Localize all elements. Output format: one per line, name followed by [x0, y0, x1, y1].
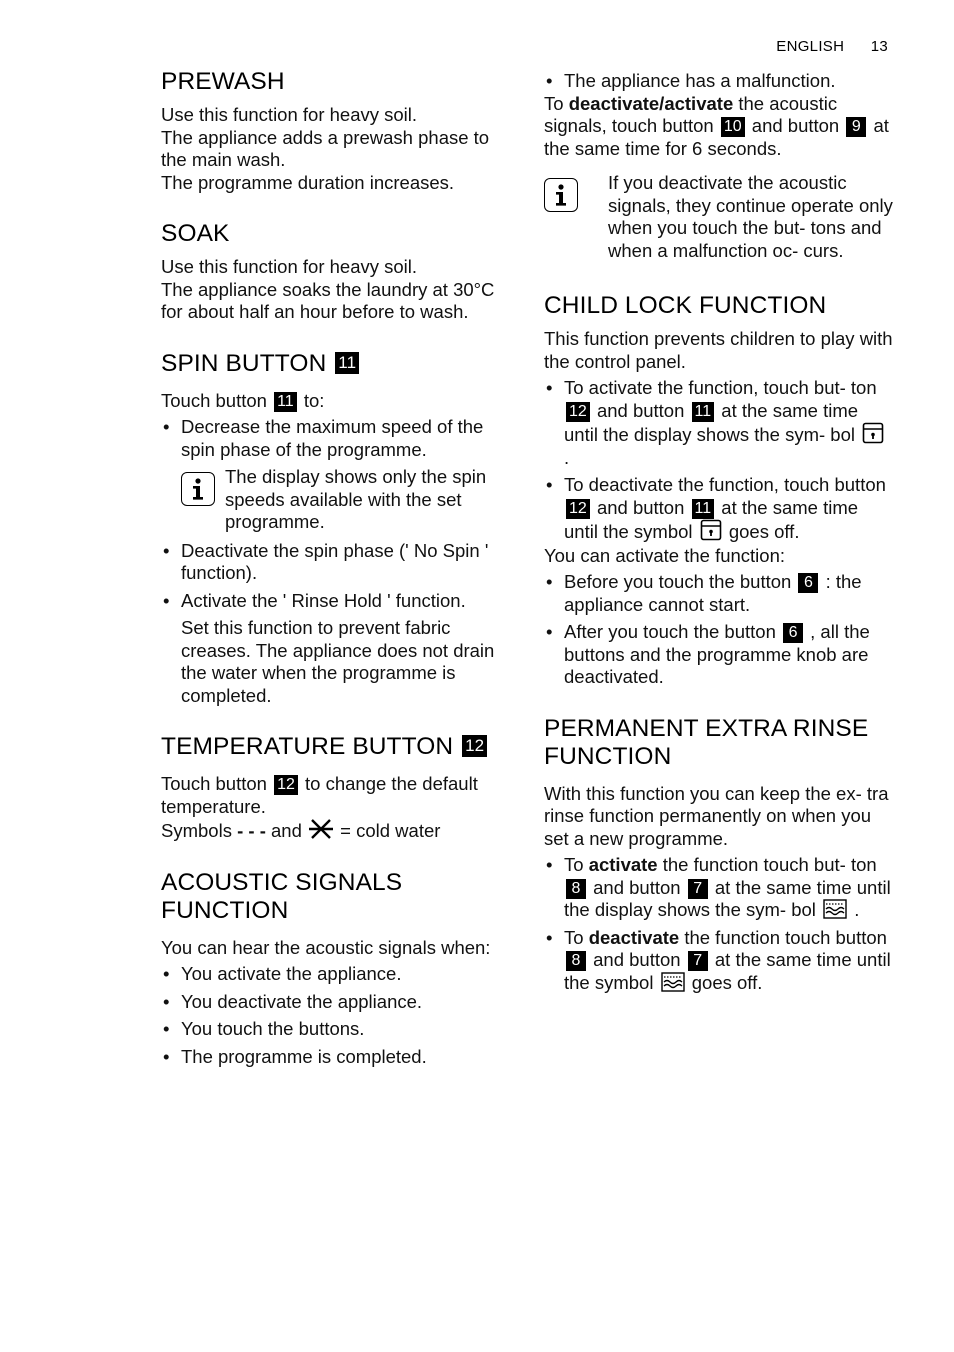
item-text: at the same time until the symbol	[564, 496, 859, 542]
child-lock-icon	[862, 422, 884, 444]
child-lock-title: CHILD LOCK FUNCTION	[544, 292, 827, 319]
prewash-text-1: Use this function for heavy soil.	[161, 104, 418, 125]
item-text: and button	[593, 876, 681, 898]
button-number-badge: 11	[335, 352, 359, 374]
spin-intro-end: to:	[303, 389, 325, 411]
temperature-text-start: Touch button	[161, 773, 267, 794]
deactivate-activate-text: deactivate/activate	[568, 92, 734, 114]
button-number-badge: 12	[566, 499, 590, 519]
symbols-label: Symbols	[161, 820, 232, 841]
acoustic-list-cont	[544, 70, 896, 93]
soak-text-2: The appliance soaks the laundry at 30°C for about half an hour before to wash.	[161, 278, 495, 322]
info-icon	[181, 472, 215, 506]
button-number-badge: 7	[688, 879, 708, 899]
list-item: • Decrease the maximum speed of the spin phase of the programme.	[161, 416, 513, 461]
child-lock-list-2	[544, 571, 896, 689]
button-number-badge: 7	[688, 951, 708, 971]
temperature-title-text: TEMPERATURE BUTTON	[161, 733, 454, 760]
button-number-badge: 10	[721, 117, 745, 137]
item-text: : the appliance cannot start.	[564, 571, 862, 615]
prewash-title: PREWASH	[161, 68, 285, 95]
item-text: Before you touch the button	[564, 571, 792, 592]
acoustic-list	[161, 963, 513, 1068]
item-text: To deactivate the function, touch button	[564, 474, 886, 495]
temperature-title	[161, 733, 513, 761]
info-note	[181, 466, 513, 534]
item-text: To	[564, 926, 584, 948]
button-number-badge: 12	[274, 775, 298, 795]
info-text: If you deactivate the acoustic signals, they continue operate only when you touch the but- tons and when a malfunction oc- curs.	[608, 172, 893, 261]
temperature-section	[161, 733, 513, 843]
extra-rinse-title: PERMANENT EXTRA RINSE FUNCTION	[544, 714, 869, 770]
acoustic-end-text: at the same time for 6 seconds.	[544, 115, 889, 159]
right-column	[544, 68, 896, 1020]
soak-title: SOAK	[161, 220, 230, 247]
button-number-badge: 8	[566, 879, 586, 899]
button-number-badge: 11	[274, 392, 297, 412]
button-number-badge: 6	[798, 573, 818, 593]
item-text: and button	[593, 949, 681, 970]
button-number-badge: 12	[566, 402, 590, 422]
and-button-text: and button	[751, 115, 840, 136]
temperature-text-1	[161, 773, 513, 818]
cold-water-text: = cold water	[340, 820, 441, 841]
prewash-section	[161, 68, 513, 194]
extra-rinse-icon	[661, 972, 685, 992]
button-number-badge: 8	[566, 951, 586, 971]
extra-rinse-icon	[823, 899, 847, 919]
acoustic-section	[161, 869, 513, 1069]
list-item: • You activate the appliance.	[161, 963, 513, 986]
child-lock-icon	[700, 519, 722, 541]
list-item	[544, 927, 896, 995]
extra-rinse-section	[544, 715, 896, 995]
button-number-badge: 6	[783, 623, 803, 643]
snowflake-icon	[309, 818, 333, 840]
info-icon	[544, 178, 578, 212]
button-number-badge: 12	[462, 735, 487, 757]
list-item: • Activate the ' Rinse Hold ' function.	[161, 590, 513, 613]
temperature-text-2	[161, 818, 513, 843]
soak-text-1: Use this function for heavy soil.	[161, 256, 418, 277]
list-item	[544, 377, 896, 469]
spin-list	[161, 416, 513, 461]
prewash-text-2: The appliance adds a prewash phase to the main wash.	[161, 126, 490, 170]
spin-list-2	[161, 540, 513, 613]
can-activate-text: You can activate the function:	[544, 544, 786, 566]
item-text: the function touch button	[684, 926, 887, 948]
info-text: The display shows only the spin speeds available with the set programme.	[225, 466, 487, 532]
item-text: goes off.	[691, 971, 763, 993]
list-item	[544, 571, 896, 616]
acoustic-title: ACOUSTIC SIGNALS FUNCTION	[161, 868, 403, 924]
item-text: goes off.	[728, 521, 800, 542]
rinse-hold-note: Set this function to prevent fabric creases. The appliance does not drain the water when the programme is completed.	[181, 617, 495, 706]
temperature-text-end: to change the default temperature.	[161, 773, 478, 817]
list-item: • You touch the buttons.	[161, 1018, 513, 1041]
extra-rinse-intro: With this function you can keep the ex- tra rinse function permanently on when you set a new programme.	[544, 782, 889, 849]
child-lock-intro: This function prevents children to play with the control panel.	[544, 328, 893, 372]
button-number-badge: 9	[846, 117, 866, 137]
item-text: , all the buttons and the programme knob are deactivated.	[564, 621, 870, 687]
item-text: at the same time until the display shows the sym- bol	[564, 399, 859, 445]
list-item	[544, 854, 896, 922]
item-text: To activate the function, touch but- ton	[564, 377, 877, 398]
item-text: .	[854, 899, 860, 920]
spin-title	[161, 350, 513, 378]
activate-text: activate	[588, 854, 658, 875]
item-text: .	[564, 446, 570, 468]
prewash-text-3: The programme duration increases.	[161, 171, 455, 193]
item-text: and button	[596, 399, 685, 421]
list-item	[544, 621, 896, 689]
language-label: ENGLISH	[776, 38, 845, 55]
list-item: • Deactivate the spin phase (' No Spin ' function).	[161, 540, 513, 585]
item-text: and button	[596, 496, 685, 518]
to-text: To	[544, 92, 564, 114]
item-text: the function touch but- ton	[662, 854, 877, 875]
acoustic-intro: You can hear the acoustic signals when:	[161, 936, 491, 958]
list-item	[544, 474, 896, 544]
button-number-badge: 11	[692, 402, 715, 422]
item-text: To	[564, 854, 584, 875]
soak-section	[161, 220, 513, 324]
list-item: • You deactivate the appliance.	[161, 991, 513, 1014]
and-text: and	[271, 820, 302, 841]
child-lock-section	[544, 292, 896, 689]
spin-title-text: SPIN BUTTON	[161, 349, 327, 377]
spin-section	[161, 350, 513, 708]
info-note	[544, 172, 896, 262]
page-header	[776, 38, 888, 55]
item-text: at the same time until the display shows the sym- bol	[564, 876, 891, 920]
item-text: After you touch the button	[564, 621, 776, 642]
button-number-badge: 11	[692, 499, 715, 519]
item-text: at the same time until the symbol	[564, 949, 891, 993]
child-lock-list	[544, 377, 896, 544]
deactivate-text: deactivate	[588, 926, 680, 948]
acoustic-text: the acoustic signals, touch button	[544, 92, 838, 136]
list-item: • The appliance has a malfunction.	[544, 70, 896, 93]
acoustic-toggle-text	[544, 93, 896, 161]
extra-rinse-list	[544, 854, 896, 994]
page-number: 13	[870, 38, 888, 55]
left-column	[161, 68, 513, 1094]
dashes-symbol: - - -	[237, 820, 266, 841]
acoustic-continued	[544, 70, 896, 262]
spin-intro-text: Touch button	[161, 389, 267, 411]
list-item: • The programme is completed.	[161, 1046, 513, 1069]
spin-intro	[161, 390, 513, 413]
